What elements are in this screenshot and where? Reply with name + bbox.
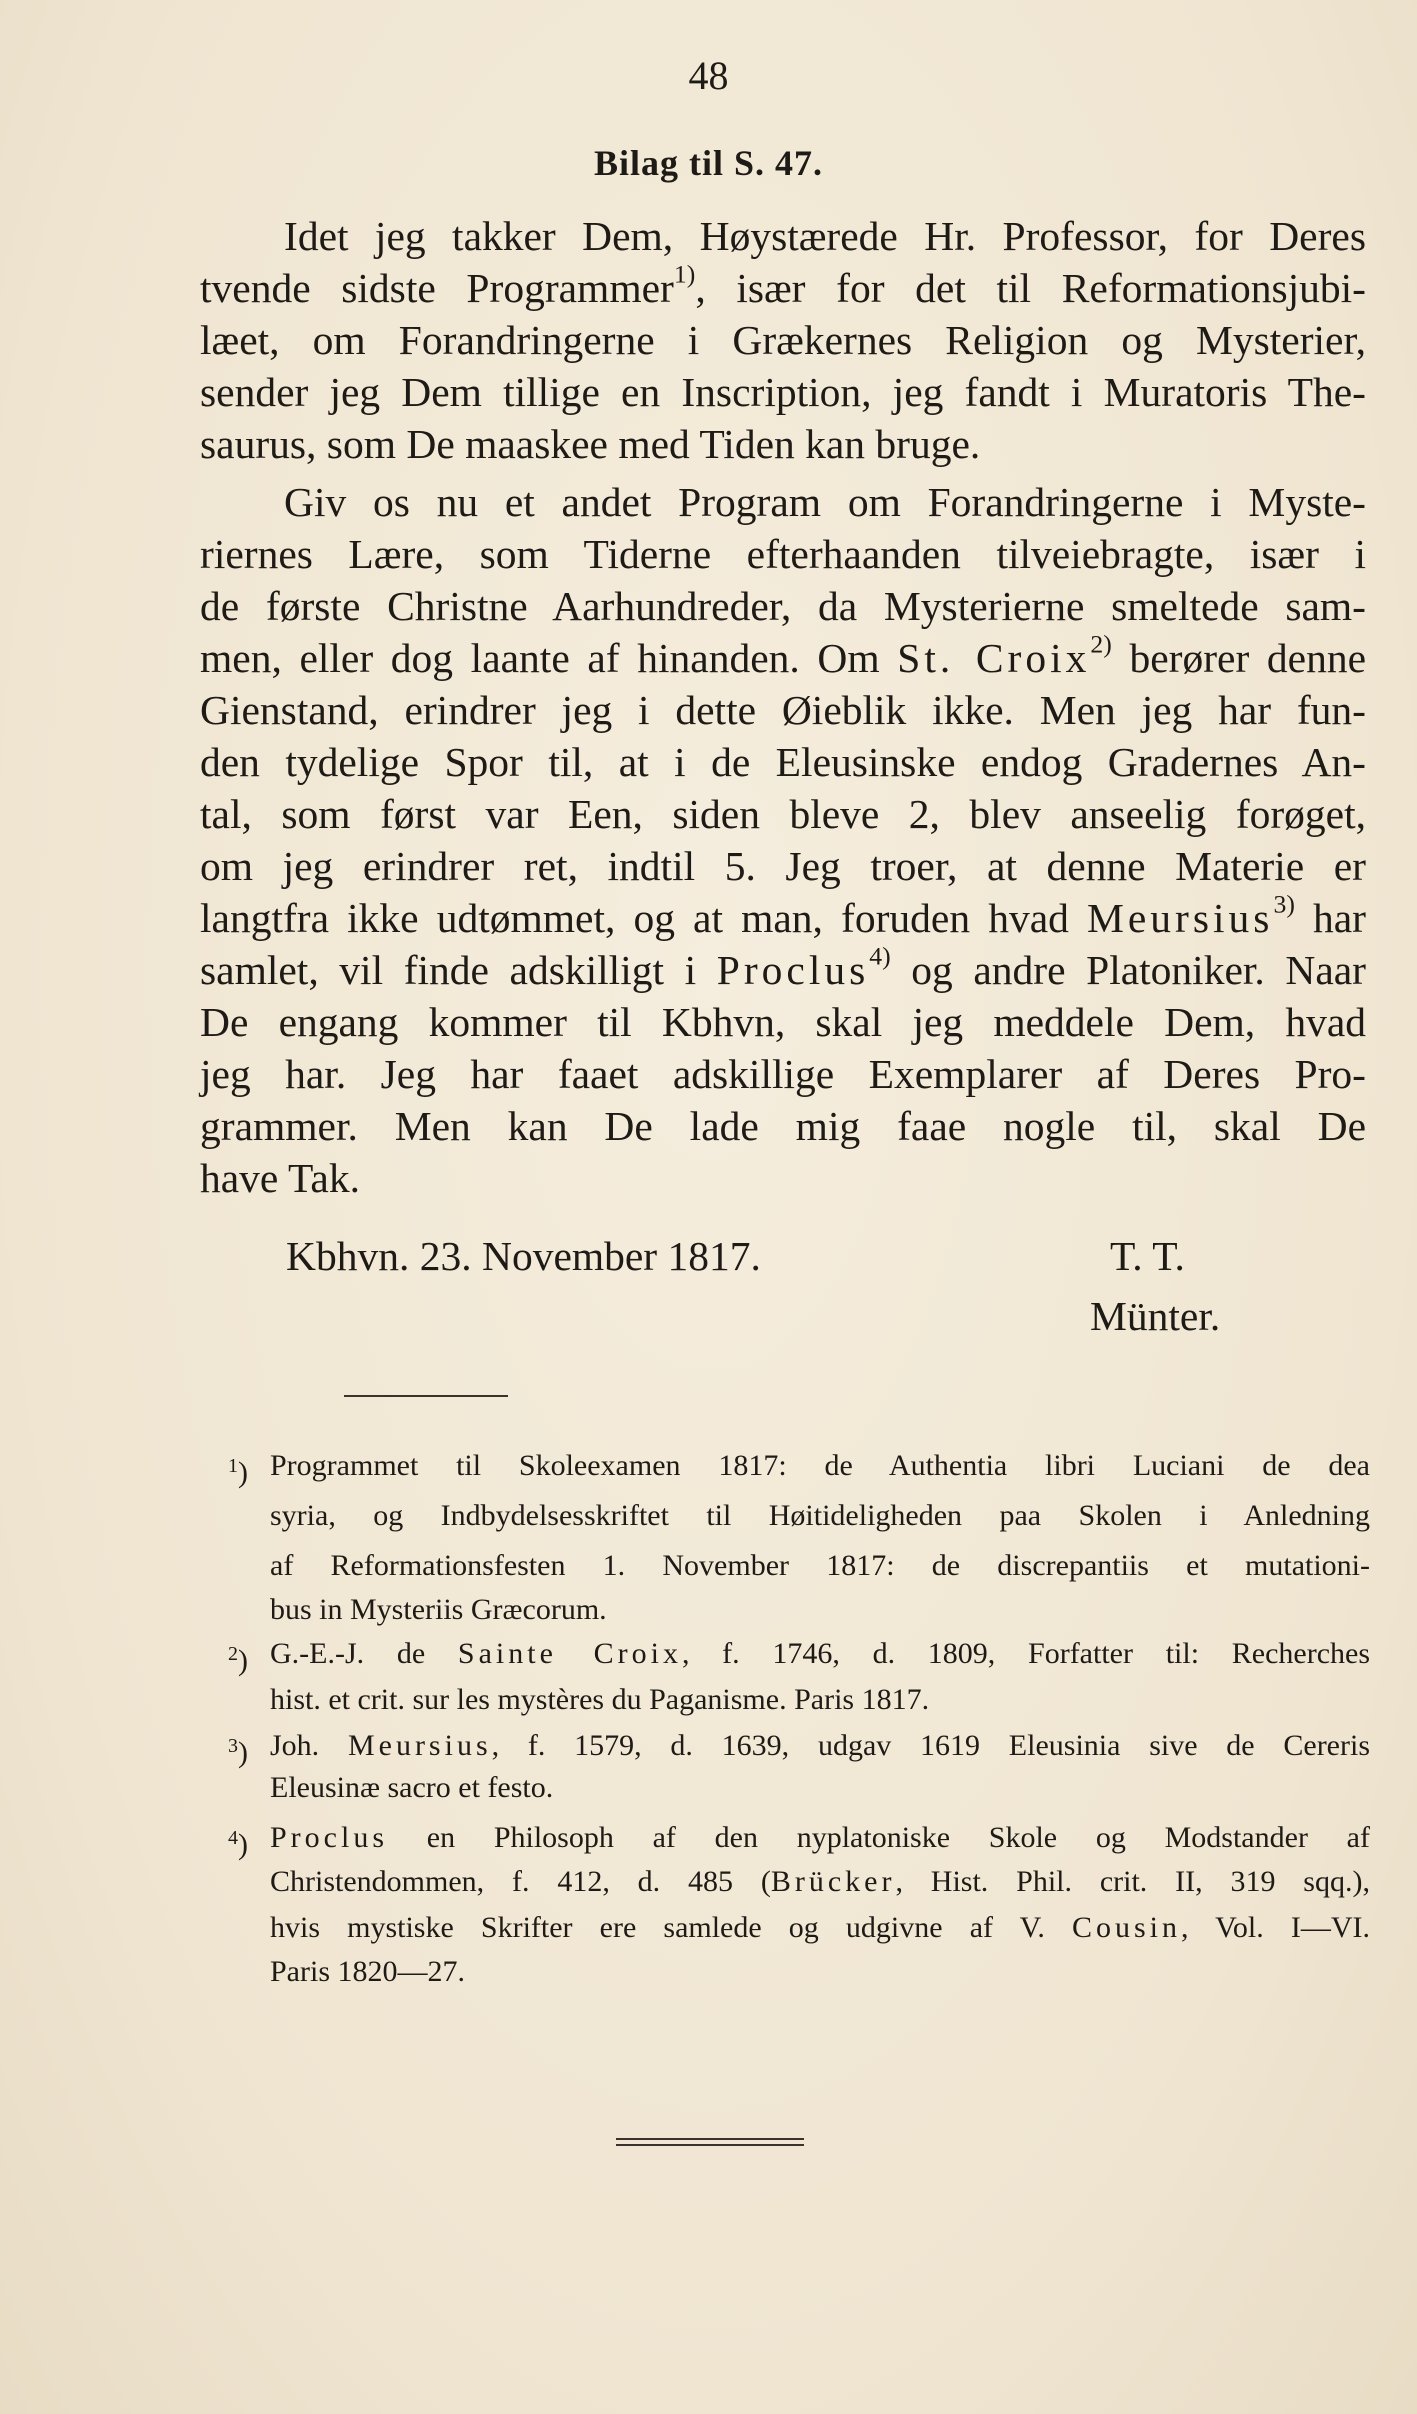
name-proclus: Proclus: [270, 1821, 388, 1854]
footnote-line: syria, og Indbydelsesskriftet til Høitideligheden paa Skolen i Anledning: [270, 1499, 1370, 1532]
page-number: 48: [688, 53, 729, 98]
letter-line: De engang kommer til Kbhvn, skal jeg meddele Dem, hvad: [200, 999, 1366, 1045]
closing-rule: [616, 2144, 804, 2146]
footnote-marker: $^2$): [228, 1643, 248, 1677]
letter-line: Idet jeg takker Dem, Høystærede Hr. Professor, for Deres: [284, 213, 1366, 259]
name-meursius: Meursius: [347, 1729, 492, 1762]
letter-line: læet, om Forandringerne i Grækernes Religion og Mysterier,: [200, 317, 1366, 363]
letter-line: sender jeg Dem tillige en Inscription, jeg fandt i Muratoris The-: [200, 369, 1366, 415]
letter-line: langtfra ikke udtømmet, og at man, foruden hvad Meursius$^{3)}$ har: [200, 889, 1366, 941]
signature-initials: T. T.: [1110, 1233, 1185, 1279]
letter-line: grammer. Men kan De lade mig faae nogle til, skal De: [200, 1103, 1366, 1149]
footnote-line: af Reformationsfesten 1. November 1817: de discrepantiis et mutationi-: [270, 1549, 1370, 1582]
footnote-marker: $^4$): [228, 1827, 248, 1861]
footnote-line: Joh. Meursius, f. 1579, d. 1639, udgav 1619 Eleusinia sive de Cereris: [270, 1729, 1370, 1762]
footnote-line: bus in Mysteriis Græcorum.: [270, 1593, 607, 1626]
name-proclus: Proclus: [716, 947, 870, 993]
letter-line: tvende sidste Programmer$^{1)}$, især for det til Reformationsjubi-: [200, 259, 1367, 311]
name-meursius: Meursius: [1086, 895, 1274, 941]
footnote-line: G.-E.-J. de Sainte Croix, f. 1746, d. 1809, Forfatter til: Recherches: [270, 1637, 1371, 1670]
footnote-line: Proclus en Philosoph af den nyplatoniske Skole og Modstander af: [270, 1821, 1370, 1854]
footnote-ref: 3): [1273, 889, 1295, 919]
footnote-rule: [344, 1395, 508, 1397]
signoff: [0, 1292, 1417, 1348]
letter-line: men, eller dog laante af hinanden. Om St. Croix$^{2)}$ berører denne: [200, 629, 1367, 681]
footnote-marker: $^1$): [228, 1455, 248, 1489]
letter-line: om jeg erindrer ret, indtil 5. Jeg troer, at denne Materie er: [200, 843, 1366, 889]
letter-line: samlet, vil finde adskilligt i Proclus$^{4)}$ og andre Platoniker. Naar: [200, 941, 1367, 993]
footnote-ref: 2): [1090, 629, 1112, 659]
footnote-ref: 4): [869, 941, 891, 971]
appendix-heading: Bilag til S. 47.: [593, 143, 824, 183]
letter-line: Gienstand, erindrer jeg i dette Øieblik ikke. Men jeg har fun-: [200, 687, 1366, 733]
signoff: [0, 1232, 1417, 1288]
footnote-line: Christendommen, f. 412, d. 485 (Brücker, Hist. Phil. crit. II, 319 sqq.),: [270, 1865, 1370, 1898]
footnote-marker: $^3$): [228, 1735, 248, 1769]
name-st-croix: St. Croix: [897, 635, 1091, 681]
name-cousin: Cousin: [1071, 1911, 1182, 1944]
name-sainte-croix: Sainte Croix: [457, 1637, 682, 1670]
letter-line: jeg har. Jeg har faaet adskillige Exemplarer af Deres Pro-: [200, 1051, 1366, 1097]
letter-line: have Tak.: [200, 1155, 360, 1201]
footnote-line: Eleusinæ sacro et festo.: [270, 1771, 554, 1804]
letter-line: tal, som først var Een, siden bleve 2, blev anseelig forøget,: [200, 791, 1366, 837]
letter-line: Giv os nu et andet Program om Forandringerne i Myste-: [284, 479, 1366, 525]
letter-line: den tydelige Spor til, at i de Eleusinske endog Gradernes An-: [200, 739, 1366, 785]
place-date: Kbhvn. 23. November 1817.: [286, 1233, 761, 1279]
letter-line: de første Christne Aarhundreder, da Mysterierne smeltede sam-: [200, 583, 1366, 629]
name-brucker: Brücker: [770, 1865, 896, 1898]
letter-line: riernes Lære, som Tiderne efterhaanden tilveiebragte, især i: [200, 531, 1366, 577]
footnote-line: Programmet til Skoleexamen 1817: de Authentia libri Luciani de dea: [270, 1449, 1370, 1482]
signature-name: Münter.: [1090, 1293, 1221, 1339]
footnote-line: hist. et crit. sur les mystères du Paganisme. Paris 1817.: [270, 1683, 930, 1716]
closing-rule: [616, 2138, 804, 2140]
letter-line: saurus, som De maaskee med Tiden kan bruge.: [200, 421, 981, 467]
footnote-line: Paris 1820—27.: [270, 1955, 465, 1988]
footnote-ref: 1): [673, 259, 696, 289]
footnote-line: hvis mystiske Skrifter ere samlede og udgivne af V. Cousin, Vol. I—VI.: [270, 1911, 1370, 1944]
